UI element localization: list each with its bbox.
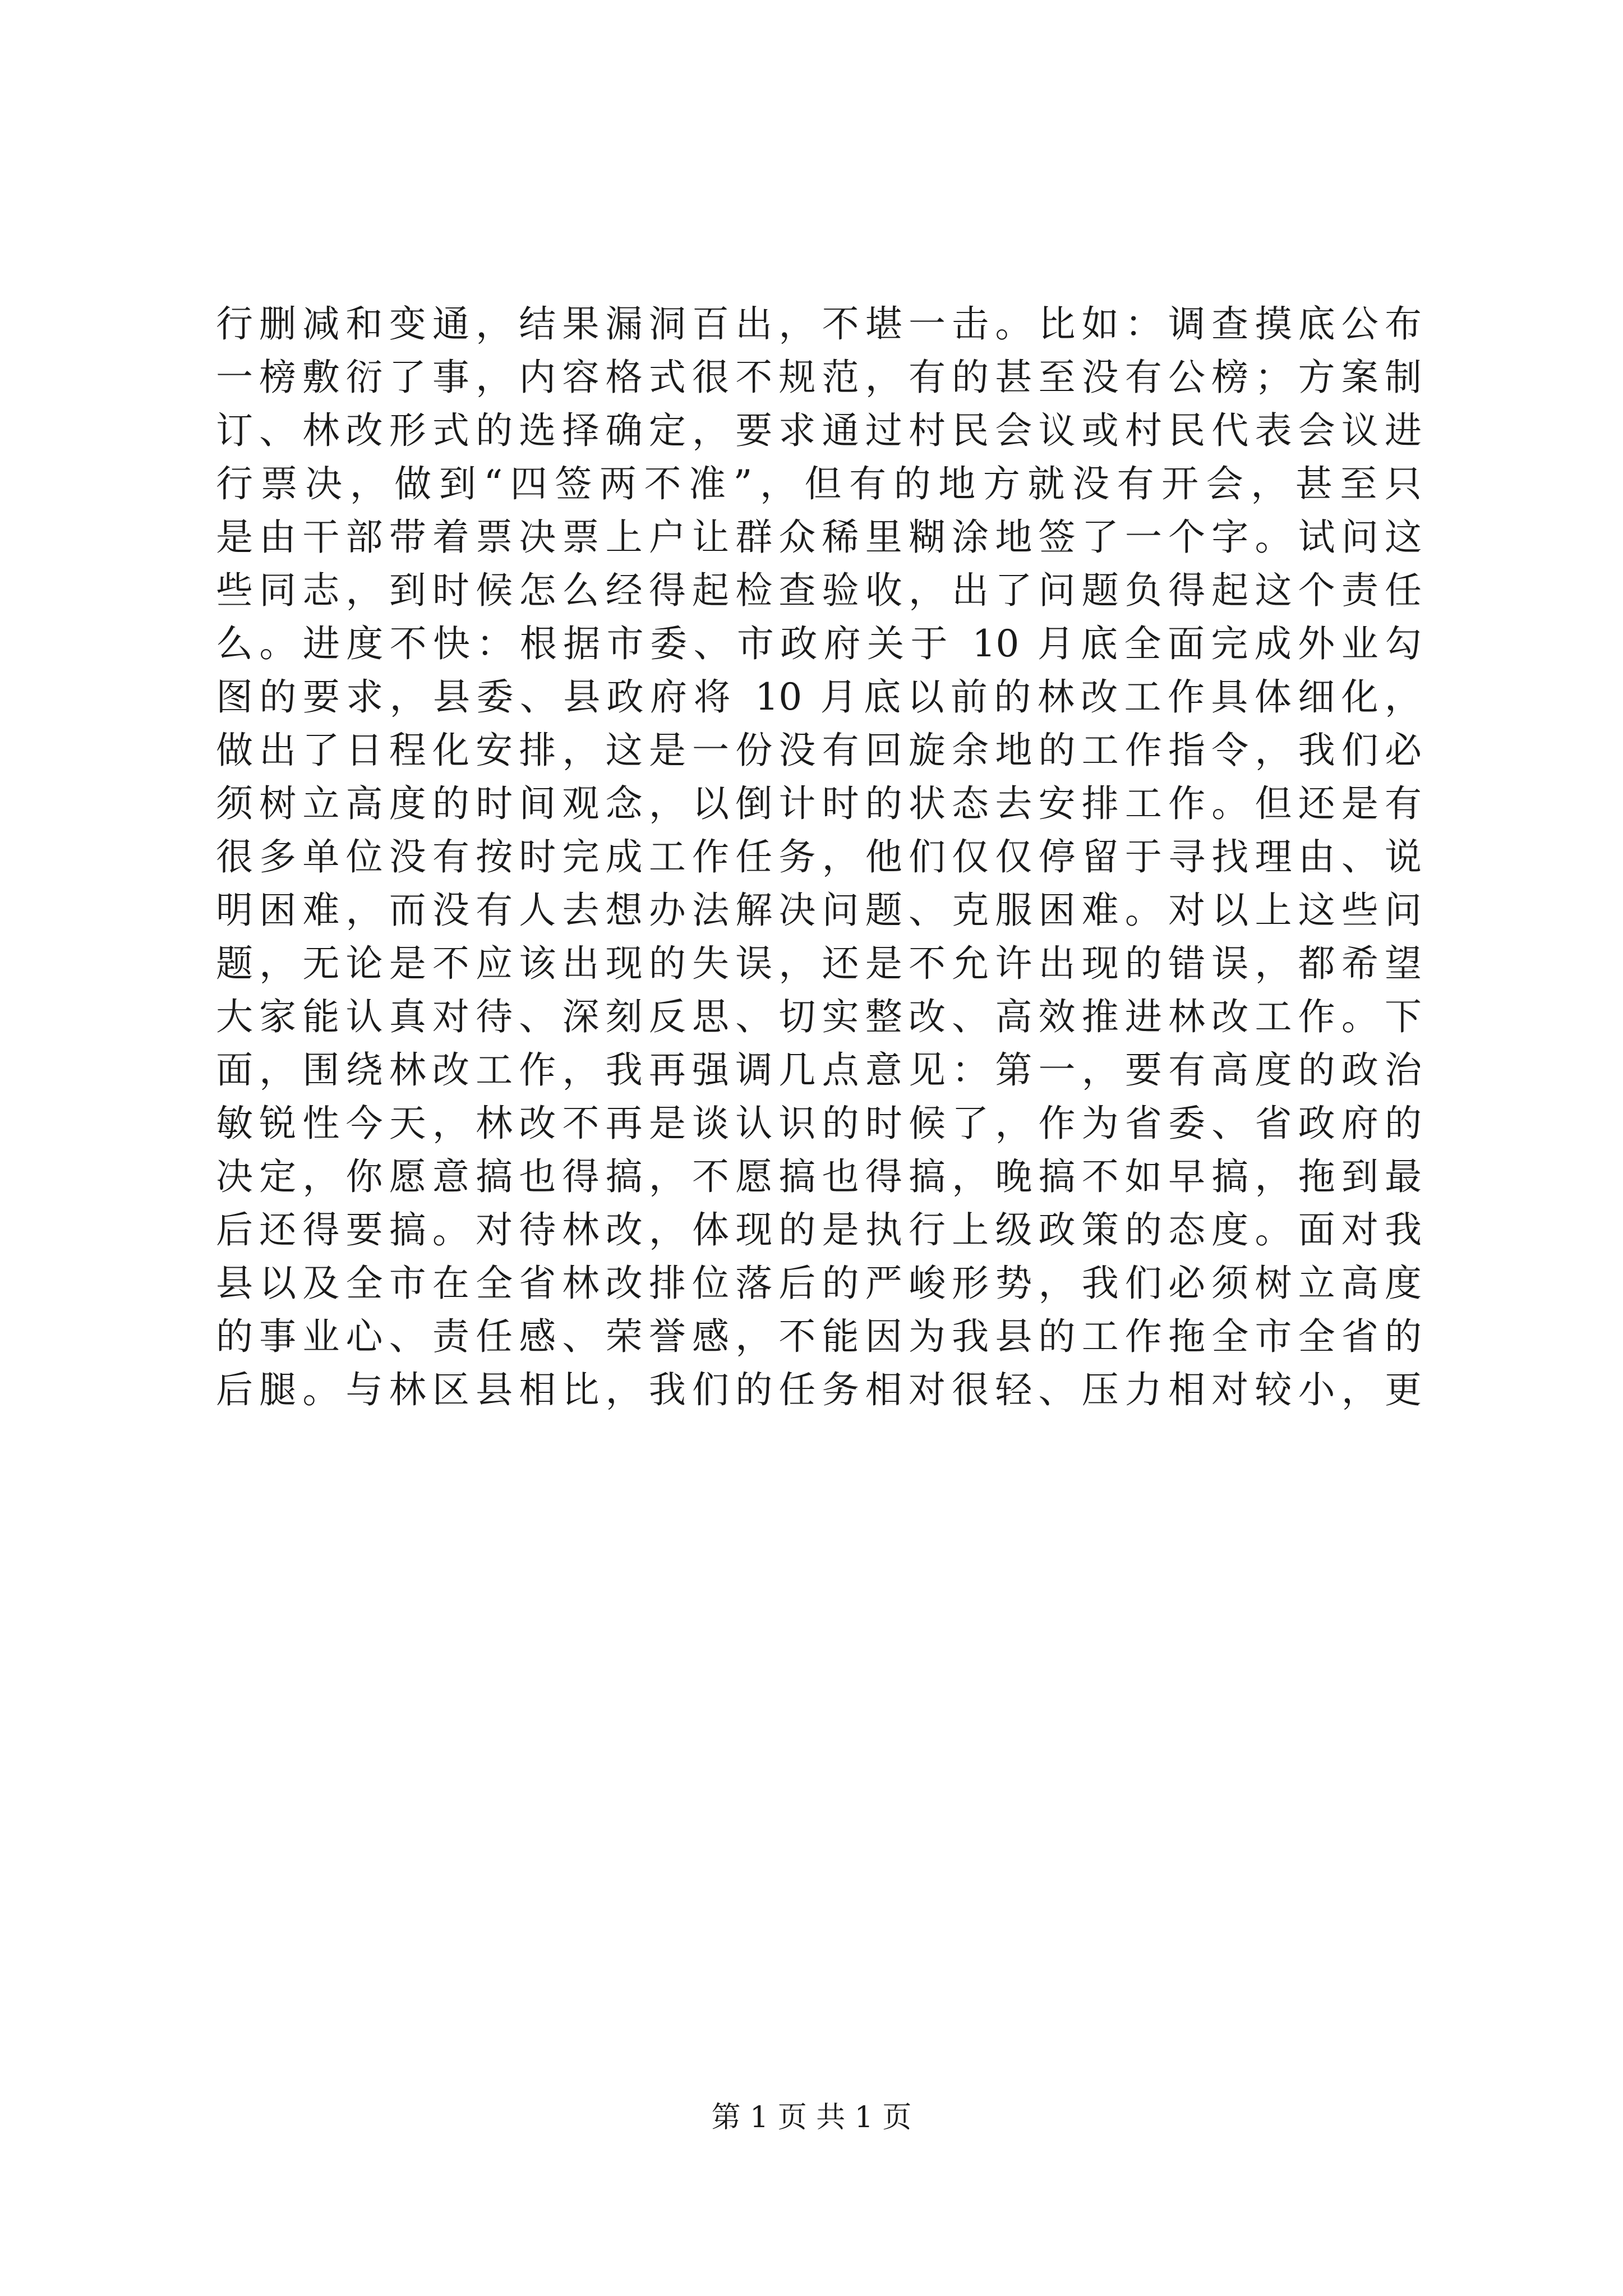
text-line: 明困难，而没有人去想办法解决问题、克服困难。对以上这些问	[216, 889, 1422, 932]
text-line: 一榜敷衍了事，内容格式很不规范，有的甚至没有公榜；方案制	[216, 356, 1422, 399]
text-line: 后腿。与林区县相比，我们的任务相对很轻、压力相对较小，更	[216, 1368, 1422, 1411]
text-line: 后还得要搞。对待林改，体现的是执行上级政策的态度。面对我	[216, 1208, 1422, 1251]
page-number-footer: 第 1 页 共 1 页	[711, 2101, 912, 2134]
text-line: 行票决，做到“四签两不准”，但有的地方就没有开会，甚至只	[216, 462, 1422, 505]
text-line: 是由干部带着票决票上户让群众稀里糊涂地签了一个字。试问这	[216, 516, 1422, 559]
text-line: 订、林改形式的选择确定，要求通过村民会议或村民代表会议进	[216, 409, 1422, 452]
text-line: 大家能认真对待、深刻反思、切实整改、高效推进林改工作。下	[216, 995, 1422, 1038]
text-line: 图的要求，县委、县政府将 10 月底以前的林改工作具体细化，	[216, 675, 1422, 719]
text-line: 面，围绕林改工作，我再强调几点意见：第一，要有高度的政治	[216, 1048, 1422, 1092]
body-text	[216, 297, 1422, 1416]
text-line: 的事业心、责任感、荣誉感，不能因为我县的工作拖全市全省的	[216, 1315, 1422, 1358]
text-line: 题，无论是不应该出现的失误，还是不允许出现的错误，都希望	[216, 942, 1422, 985]
text-line: 县以及全市在全省林改排位落后的严峻形势，我们必须树立高度	[216, 1262, 1422, 1305]
text-line: 须树立高度的时间观念，以倒计时的状态去安排工作。但还是有	[216, 782, 1422, 825]
text-line: 很多单位没有按时完成工作任务，他们仅仅停留于寻找理由、说	[216, 835, 1422, 878]
text-line: 做出了日程化安排，这是一份没有回旋余地的工作指令，我们必	[216, 729, 1422, 772]
text-line: 些同志，到时候怎么经得起检查验收，出了问题负得起这个责任	[216, 569, 1422, 612]
text-line: 决定，你愿意搞也得搞，不愿搞也得搞，晚搞不如早搞，拖到最	[216, 1155, 1422, 1198]
text-line: 行删减和变通，结果漏洞百出，不堪一击。比如：调查摸底公布	[216, 302, 1422, 346]
text-line: 么。进度不快：根据市委、市政府关于 10 月底全面完成外业勾	[216, 622, 1422, 665]
text-line: 敏锐性今天，林改不再是谈认识的时候了，作为省委、省政府的	[216, 1102, 1422, 1145]
